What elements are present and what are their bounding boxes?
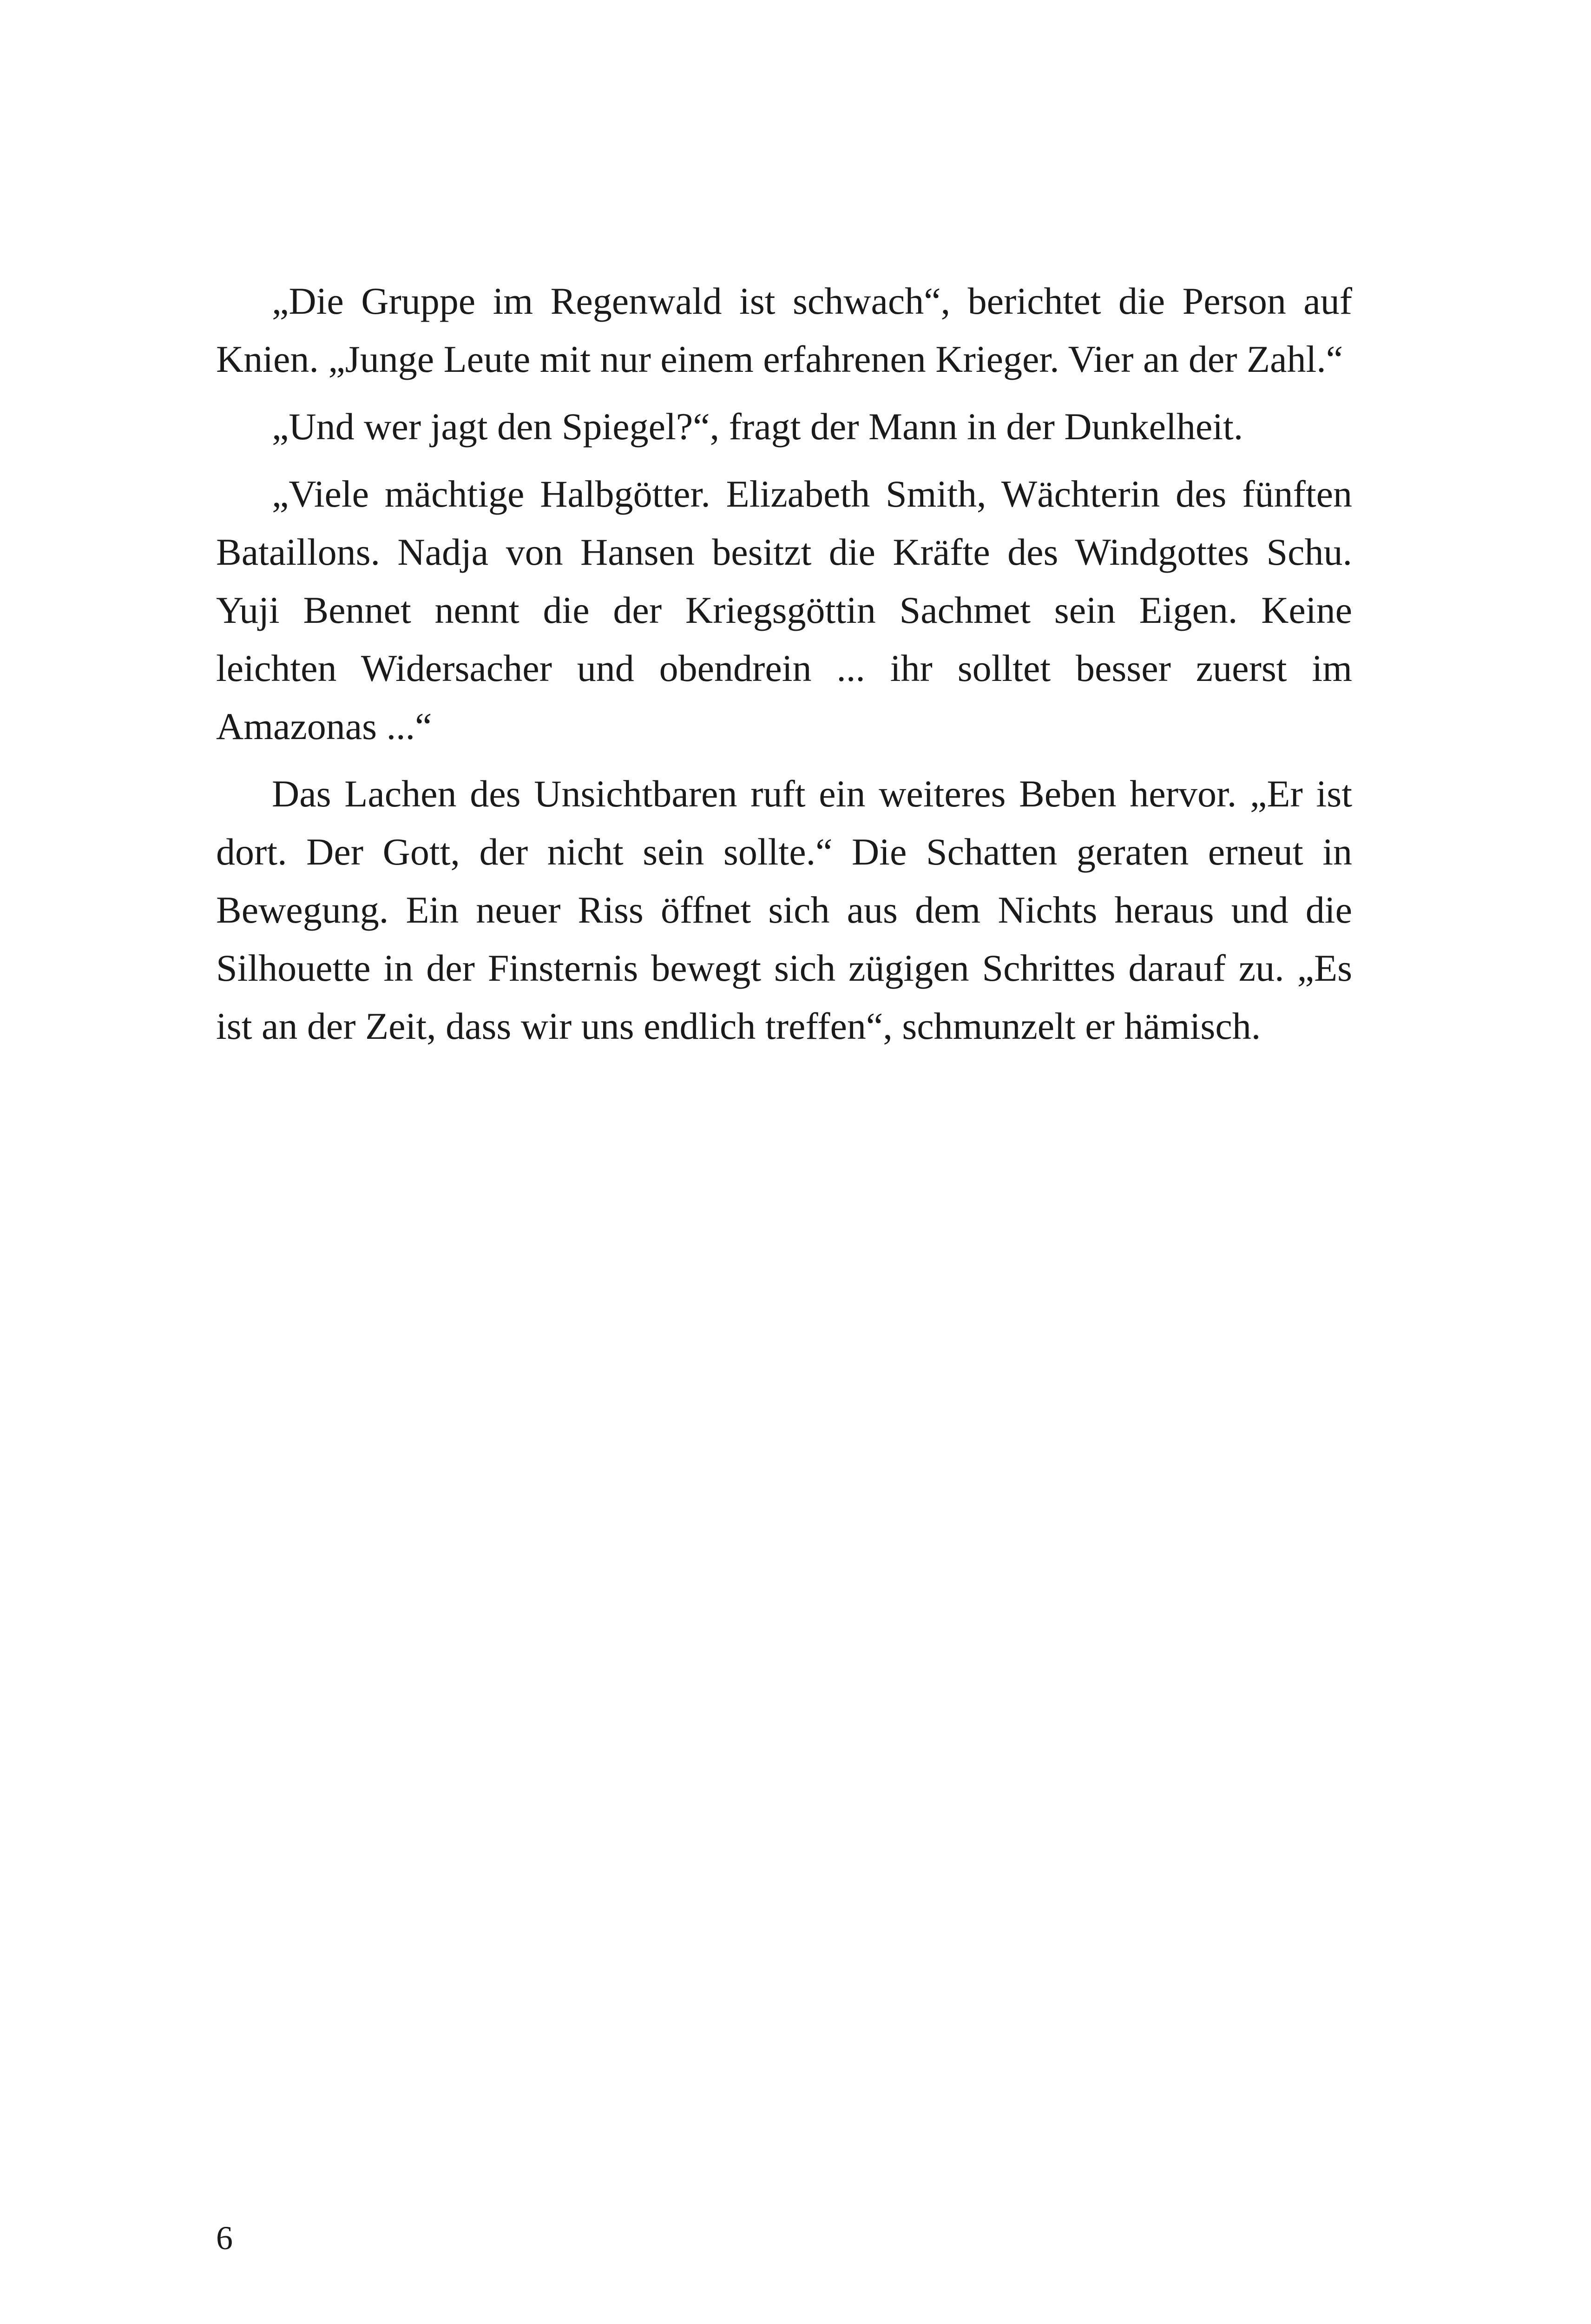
body-text	[216, 272, 1352, 1064]
page-number: 6	[216, 2219, 233, 2257]
paragraph-1: „Die Gruppe im Regenwald ist schwach“, berichtet die Person auf Knien. „Junge Leute mit nur einem erfahrenen Krieger. Vier an der Zahl.“	[216, 280, 1352, 380]
paragraph-3: „Viele mächtige Halbgötter. Elizabeth Smith, Wächterin des fünften Bataillons. Nadja von Hansen besitzt die Kräfte des Windgottes Schu. Yuji Bennet nennt die der Kriegsgöttin Sachmet sein Eigen. Keine leichten Widersacher und obendrein ... ihr solltet besser zuerst im Amazonas ...“	[216, 473, 1352, 747]
paragraph-2: „Und wer jagt den Spiegel?“, fragt der Mann in der Dunkelheit.	[272, 405, 1243, 448]
paragraph-4: Das Lachen des Unsichtbaren ruft ein weiteres Beben hervor. „Er ist dort. Der Gott, der nicht sein sollte.“ Die Schatten geraten erneut in Bewegung. Ein neuer Riss öffnet sich aus dem Nichts heraus und die Silhouette in der Finsternis bewegt sich zügigen Schrittes darauf zu. „Es ist an der Zeit, dass wir uns endlich treffen“, schmunzelt er hämisch.	[216, 772, 1352, 1047]
